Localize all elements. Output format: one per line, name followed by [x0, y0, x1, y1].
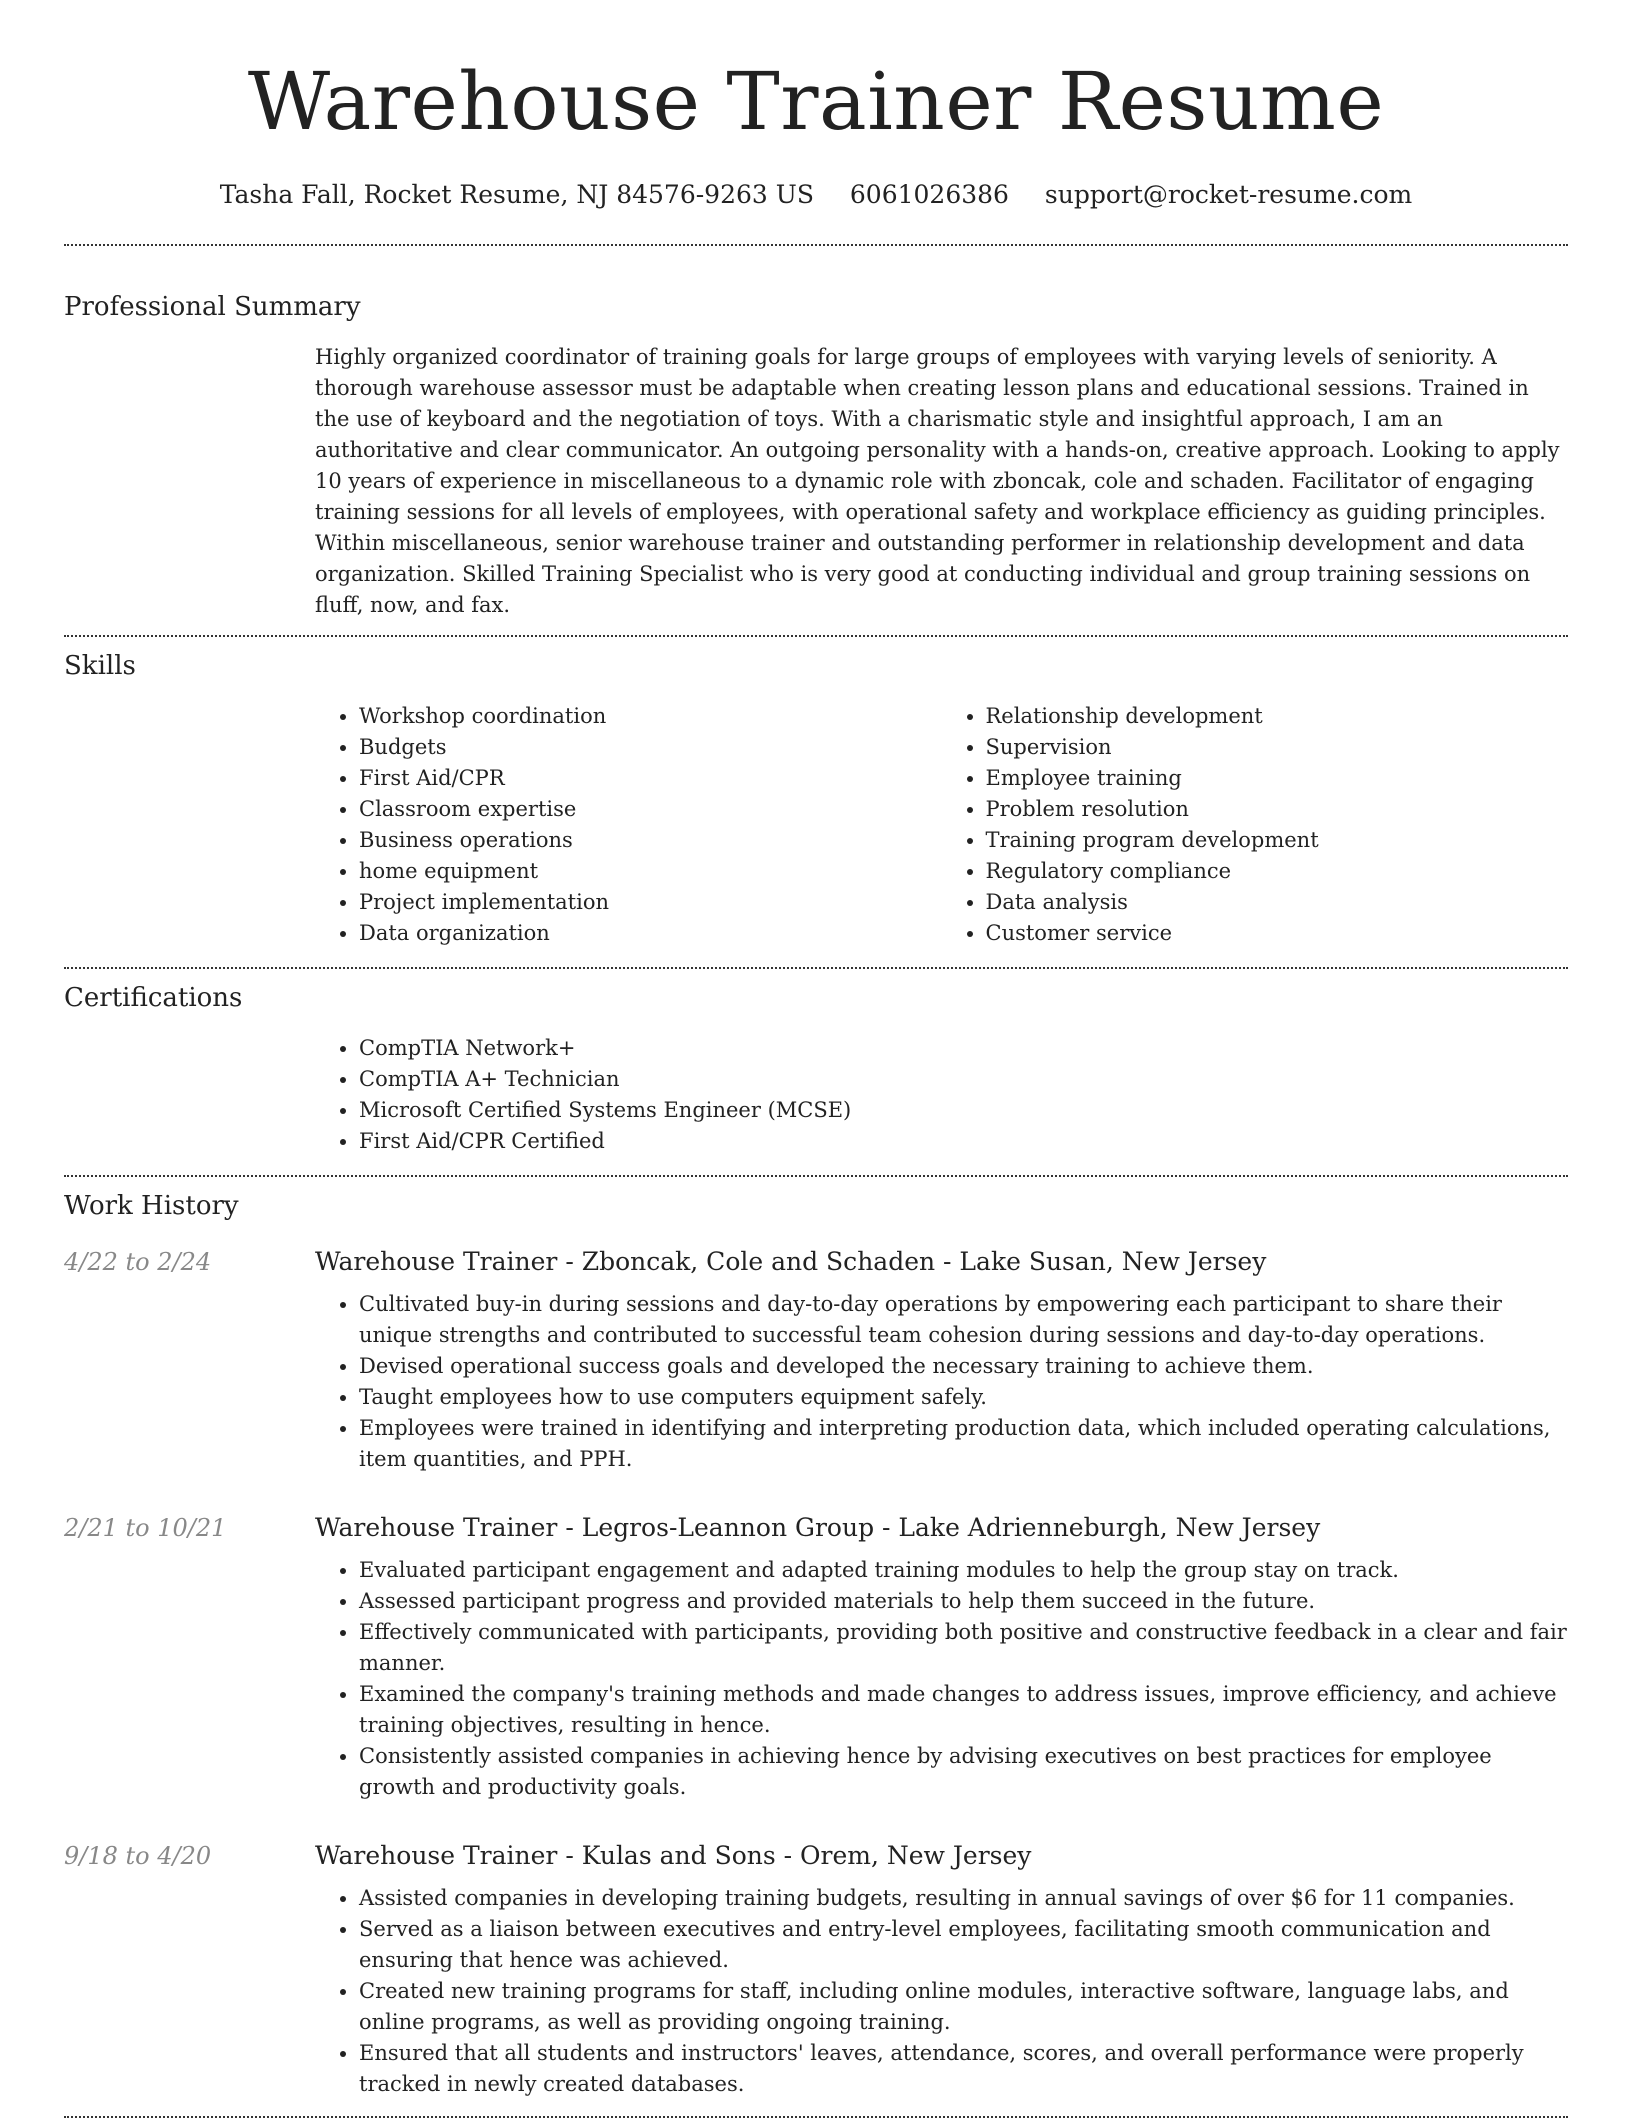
list-item: • Effectively communicated with participants, providing both positive and constructive feedback in a clear and fair manner. [359, 1617, 1568, 1679]
job-bullets [315, 1883, 1568, 2100]
contact-line [64, 178, 1568, 212]
job-body [315, 1511, 1568, 1803]
job-date: 2/21 to 10/21 [64, 1514, 227, 1542]
list-item: • Examined the company's training methods and made changes to address issues, improve efficiency, and achieve training objectives, resulting in hence. [359, 1679, 1568, 1741]
contact-address: Tasha Fall, Rocket Resume, NJ 84576-9263 US [219, 180, 814, 209]
list-item: • Data organization [359, 918, 942, 949]
list-item: • First Aid/CPR Certified [359, 1126, 1568, 1157]
list-item: • Assessed participant progress and provided materials to help them succeed in the future. [359, 1586, 1568, 1617]
list-item: • Problem resolution [986, 794, 1569, 825]
summary-content [315, 342, 1568, 621]
list-item: • Assisted companies in developing training budgets, resulting in annual savings of over $6 for 11 companies. [359, 1883, 1568, 1914]
list-item: • Taught employees how to use computers equipment safely. [359, 1382, 1568, 1413]
job-title: Warehouse Trainer - Legros-Leannon Group - Lake Adrienneburgh, New Jersey [315, 1513, 1321, 1542]
skills-heading: Skills [64, 651, 136, 681]
job-title: Warehouse Trainer - Kulas and Sons - Orem, New Jersey [315, 1841, 1032, 1870]
list-item: • Business operations [359, 825, 942, 856]
skills-section [64, 637, 1568, 967]
list-item: • Evaluated participant engagement and adapted training modules to help the group stay on track. [359, 1555, 1568, 1586]
list-item: • Training program development [986, 825, 1569, 856]
list-item: • home equipment [359, 856, 942, 887]
list-item: • Customer service [986, 918, 1569, 949]
list-item: • CompTIA A+ Technician [359, 1064, 1568, 1095]
summary-text: Highly organized coordinator of training goals for large groups of employees with varying levels of seniority. A thorough warehouse assessor must be adaptable when creating lesson plans and educational sessions. Trained in the use of keyboard and the negotiation of toys. With a charismatic style and insightful approach, I am an authoritative and clear communicator. An outgoing personality with a hands-on, creative approach. Looking to apply 10 years of experience in miscellaneous to a dynamic role with zboncak, cole and schaden. Facilitator of engaging training sessions for all levels of employees, with operational safety and workplace efficiency as guiding principles. Within miscellaneous, senior warehouse trainer and outstanding performer in relationship development and data organization. Skilled Training Specialist who is very good at conducting individual and group training sessions on fluff, now, and fax. [315, 345, 1560, 617]
job-entry [64, 1839, 1568, 2100]
job-entry [64, 1245, 1568, 1475]
contact-phone: 6061026386 [849, 180, 1009, 209]
list-item: • Supervision [986, 732, 1569, 763]
page-title: Warehouse Trainer Resume [247, 55, 1385, 148]
job-body [315, 1245, 1568, 1475]
summary-section [64, 246, 1568, 635]
list-item: • CompTIA Network+ [359, 1033, 1568, 1064]
job-bullets [315, 1289, 1568, 1475]
job-entry [64, 1511, 1568, 1803]
certifications-list [315, 1033, 1568, 1157]
certifications-content [315, 1033, 1568, 1157]
list-item: • Classroom expertise [359, 794, 942, 825]
list-item: • Consistently assisted companies in achieving hence by advising executives on best practices for employee growth and productivity goals. [359, 1741, 1568, 1803]
list-item: • Cultivated buy-in during sessions and day-to-day operations by empowering each participant to share their unique strengths and contributed to successful team cohesion during sessions and day-to-day operations. [359, 1289, 1568, 1351]
list-item: • Employee training [986, 763, 1569, 794]
job-title: Warehouse Trainer - Zboncak, Cole and Schaden - Lake Susan, New Jersey [315, 1247, 1267, 1276]
certifications-section [64, 969, 1568, 1175]
list-item: • Relationship development [986, 701, 1569, 732]
job-bullets [315, 1555, 1568, 1803]
list-item: • Workshop coordination [359, 701, 942, 732]
certifications-heading: Certifications [64, 983, 243, 1013]
list-item: • Devised operational success goals and developed the necessary training to achieve them. [359, 1351, 1568, 1382]
list-item: • Budgets [359, 732, 942, 763]
job-date: 9/18 to 4/20 [64, 1842, 212, 1870]
skills-list-left [315, 701, 942, 949]
list-item: • Employees were trained in identifying and interpreting production data, which included operating calculations, item quantities, and PPH. [359, 1413, 1568, 1475]
list-item: • Project implementation [359, 887, 942, 918]
list-item: • Microsoft Certified Systems Engineer (MCSE) [359, 1095, 1568, 1126]
contact-email: support@rocket-resume.com [1044, 180, 1413, 209]
list-item: • First Aid/CPR [359, 763, 942, 794]
skills-list-right [942, 701, 1569, 949]
work-history-section [64, 1177, 1568, 2116]
skills-content [315, 701, 1568, 949]
job-body [315, 1839, 1568, 2100]
list-item: • Created new training programs for staff, including online modules, interactive software, language labs, and online programs, as well as providing ongoing training. [359, 1976, 1568, 2038]
summary-heading: Professional Summary [64, 292, 361, 322]
list-item: • Served as a liaison between executives and entry-level employees, facilitating smooth communication and ensuring that hence was achieved. [359, 1914, 1568, 1976]
work-history-heading: Work History [64, 1191, 239, 1221]
list-item: • Regulatory compliance [986, 856, 1569, 887]
list-item: • Ensured that all students and instructors' leaves, attendance, scores, and overall performance were properly tracked in newly created databases. [359, 2038, 1568, 2100]
job-date: 4/22 to 2/24 [64, 1248, 212, 1276]
list-item: • Data analysis [986, 887, 1569, 918]
